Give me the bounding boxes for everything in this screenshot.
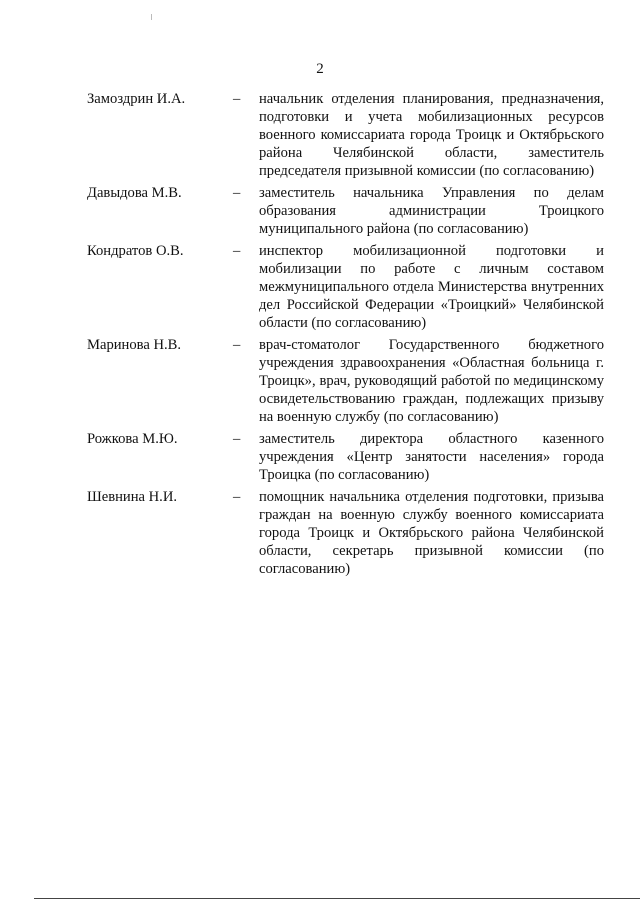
member-position: заместитель начальника Управления по делам образования администрации Троицкого муниципального района (по согласованию) <box>259 185 604 237</box>
member-position: инспектор мобилизационной подготовки и мобилизации по работе с личным составом межмуниципального отдела Министерства внутренних дел Российской Федерации «Троицкий» Челябинской области (по согласованию) <box>259 243 604 331</box>
member-entry <box>0 336 640 426</box>
dash-separator: – <box>233 243 241 259</box>
member-name: Замоздрин И.А. <box>87 91 186 107</box>
member-entry <box>0 90 640 180</box>
member-name: Маринова Н.В. <box>87 337 182 353</box>
member-name: Шевнина Н.И. <box>87 489 178 505</box>
member-name: Рожкова М.Ю. <box>87 431 178 447</box>
member-position: врач-стоматолог Государственного бюджетного учреждения здравоохранения «Областная больница г. Троицк», врач, руководящий работой по медицинскому освидетельствованию граждан, подлежащих призыву на военную службу (по согласованию) <box>259 337 604 425</box>
member-entry <box>0 430 640 484</box>
scan-artifact <box>151 14 152 20</box>
member-name: Кондратов О.В. <box>87 243 184 259</box>
commission-members-list <box>0 90 640 582</box>
page-number: 2 <box>316 61 324 77</box>
dash-separator: – <box>233 337 241 353</box>
dash-separator: – <box>233 185 241 201</box>
dash-separator: – <box>233 91 241 107</box>
member-position: помощник начальника отделения подготовки, призыва граждан на военную службу военного комиссариата города Троицк и Октябрьского района Челябинской области, секретарь призывной комиссии (по согласованию) <box>259 489 604 577</box>
dash-separator: – <box>233 489 241 505</box>
member-position: начальник отделения планирования, предназначения, подготовки и учета мобилизационных ресурсов военного комиссариата города Троицк и Октябрьского района Челябинской области, заместитель председателя призывной комиссии (по согласованию) <box>259 91 604 179</box>
dash-separator: – <box>233 431 241 447</box>
member-entry <box>0 184 640 238</box>
member-entry <box>0 242 640 332</box>
bottom-divider <box>34 898 640 899</box>
member-entry <box>0 488 640 578</box>
member-position: заместитель директора областного казенного учреждения «Центр занятости населения» города Троицка (по согласованию) <box>259 431 604 483</box>
member-name: Давыдова М.В. <box>87 185 182 201</box>
